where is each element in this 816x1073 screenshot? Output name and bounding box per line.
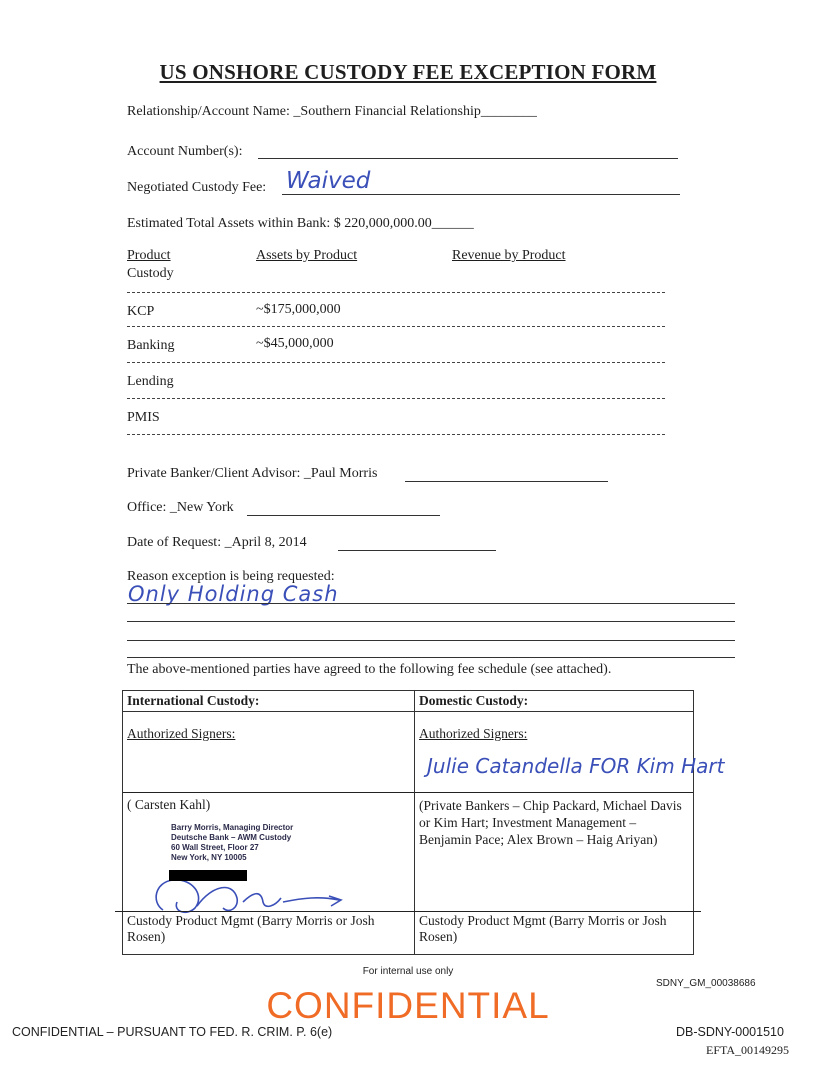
relationship-field: Relationship/Account Name: _Southern Financial Relationship________ — [127, 104, 537, 119]
row-divider — [127, 398, 665, 399]
dom-custody-header: Domestic Custody: — [415, 691, 694, 712]
dom-mgmt-line — [407, 911, 701, 912]
intl-authorized-label: Authorized Signers: — [127, 726, 236, 741]
col-header-revenue: Revenue by Product — [452, 248, 566, 263]
reason-line — [127, 657, 735, 658]
negotiated-fee-label: Negotiated Custody Fee: — [127, 180, 267, 195]
stamp-line: 60 Wall Street, Floor 27 — [171, 843, 259, 852]
form-title: US ONSHORE CUSTODY FEE EXCEPTION FORM — [159, 60, 657, 84]
row-divider — [127, 434, 665, 435]
negotiated-fee-underline — [282, 194, 680, 195]
bates-efta: EFTA_00149295 — [706, 1043, 790, 1057]
total-assets-field: Estimated Total Assets within Bank: $ 220,000,000.00______ — [127, 216, 474, 231]
banker-underline — [405, 481, 608, 482]
office-field: Office: _New York — [127, 500, 234, 515]
product-lending: Lending — [127, 374, 174, 389]
confidential-watermark: CONFIDENTIAL — [266, 985, 550, 1026]
date-field: Date of Request: _April 8, 2014 — [127, 535, 307, 550]
bates-db-sdny: DB-SDNY-0001510 — [676, 1025, 784, 1039]
intl-signature-line — [123, 792, 414, 793]
product-kcp: KCP — [127, 304, 155, 319]
intl-mgmt-line — [115, 911, 422, 912]
intl-signers-cell — [123, 712, 415, 955]
reason-line — [127, 640, 735, 641]
address-stamp — [171, 823, 410, 863]
redaction-bar — [169, 870, 247, 881]
assets-kcp: ~$175,000,000 — [256, 302, 341, 317]
internal-use-note: For internal use only — [362, 966, 454, 977]
reason-value: Only Holding Cash — [128, 582, 339, 606]
col-header-assets: Assets by Product — [256, 248, 358, 263]
account-number-label: Account Number(s): — [127, 144, 243, 159]
stamp-line: Deutsche Bank – AWM Custody — [171, 833, 292, 842]
intl-product-mgmt: Custody Product Mgmt (Barry Morris or Josh Rosen) — [127, 913, 375, 944]
product-pmis: PMIS — [127, 410, 160, 425]
assets-banking: ~$45,000,000 — [256, 336, 334, 351]
stamp-line: New York, NY 10005 — [171, 853, 247, 862]
dom-signature-line — [415, 792, 693, 793]
product-banking: Banking — [127, 338, 175, 353]
intl-signer-name: ( Carsten Kahl) — [127, 797, 211, 812]
bates-sdny-gm: SDNY_GM_00038686 — [656, 978, 756, 989]
reason-line — [127, 621, 735, 622]
signers-table — [122, 690, 725, 955]
stamp-line: Barry Morris, Managing Director — [171, 823, 294, 832]
banker-field: Private Banker/Client Advisor: _Paul Morris — [127, 466, 378, 481]
dom-product-mgmt: Custody Product Mgmt (Barry Morris or Josh Rosen) — [419, 913, 667, 944]
dom-authorized-label: Authorized Signers: — [419, 726, 528, 741]
dom-signers-cell — [415, 712, 725, 955]
account-number-underline — [258, 158, 678, 159]
row-divider — [127, 362, 665, 363]
office-underline — [247, 515, 440, 516]
negotiated-fee-value: Waived — [286, 168, 371, 194]
product-custody: Custody — [127, 266, 174, 281]
intl-custody-header: International Custody: — [123, 691, 415, 712]
confidential-footer: CONFIDENTIAL – PURSUANT TO FED. R. CRIM. P. 6(e) — [12, 1025, 333, 1039]
reason-line — [127, 603, 735, 604]
row-divider — [127, 292, 665, 293]
agreement-text: The above-mentioned parties have agreed to the following fee schedule (see attached). — [127, 662, 612, 677]
dom-signature: Julie Catandella FOR Kim Hart — [427, 754, 725, 778]
date-underline — [338, 550, 496, 551]
row-divider — [127, 326, 665, 327]
dom-signer-names: (Private Bankers – Chip Packard, Michael Davis or Kim Hart; Investment Management – Benjamin Pace; Alex Brown – Haig Ariyan) — [419, 798, 682, 847]
reason-label: Reason exception is being requested: — [127, 569, 335, 584]
col-header-product: Product — [127, 248, 171, 263]
